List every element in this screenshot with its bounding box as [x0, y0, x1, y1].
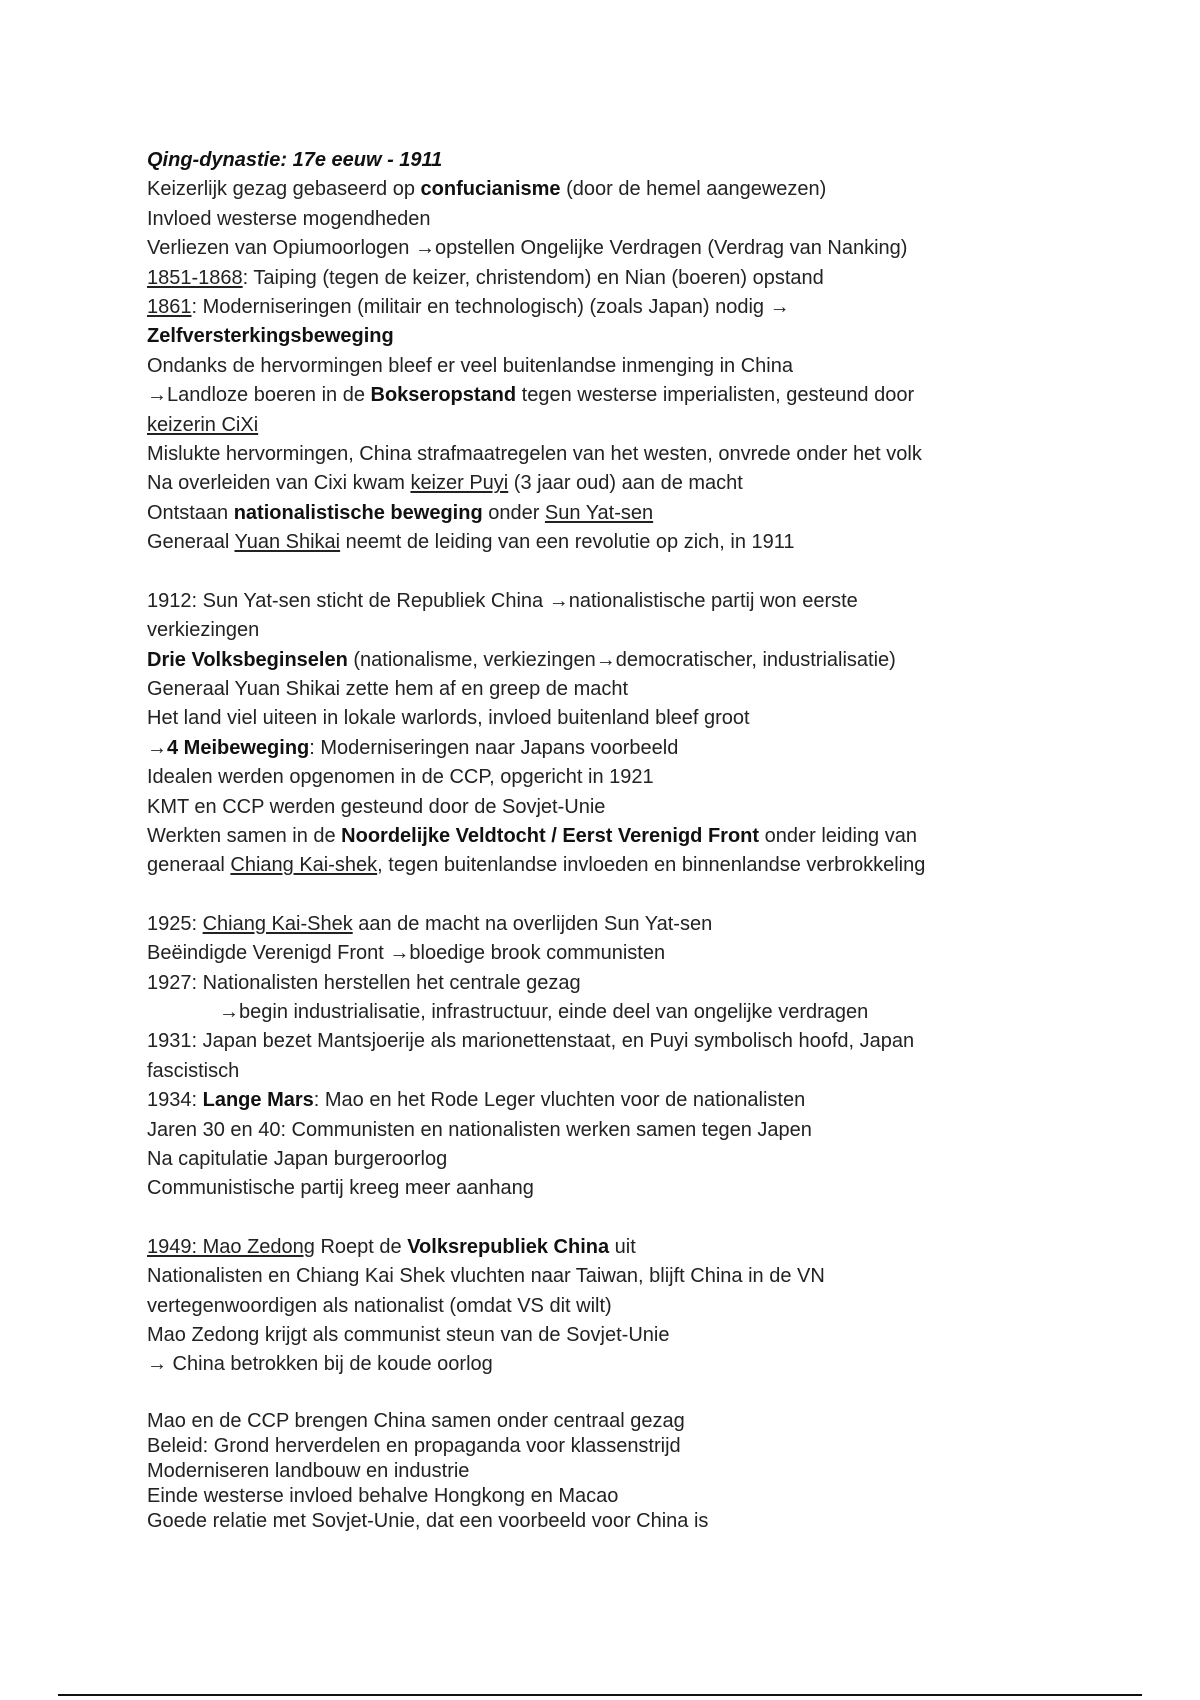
text-span: (nationalisme, verkiezingen→democratischer, industrialisatie) [347, 648, 896, 671]
text-span: Ondanks de hervormingen bleef er veel buitenlandse inmenging in China [147, 354, 793, 377]
text-line [147, 793, 1047, 822]
text-line [147, 763, 1047, 792]
text-line [147, 1262, 1047, 1291]
underlined-term: 1851-1868 [147, 266, 243, 289]
underlined-term: Sun Yat-sen [544, 501, 654, 524]
text-line [147, 528, 1047, 557]
text-line [147, 1459, 1047, 1484]
text-line [147, 910, 1047, 939]
emphasis-text: Volksrepubliek China [407, 1235, 610, 1258]
emphasis-text: nationalistische beweging [233, 501, 483, 524]
text-span: Goede relatie met Sovjet-Unie, dat een voorbeeld voor China is [147, 1509, 709, 1532]
text-span: Ontstaan [147, 501, 234, 524]
emphasis-text: Bokseropstand [370, 384, 517, 407]
text-line [147, 998, 1047, 1027]
text-span: onder [482, 501, 545, 524]
text-span: Idealen werden opgenomen in de CCP, opgericht in 1921 [147, 766, 654, 789]
text-span: Na overleiden van Cixi kwam [147, 472, 411, 495]
text-line [147, 175, 1047, 204]
text-line [147, 704, 1047, 733]
text-line [147, 1116, 1047, 1145]
text-line [147, 411, 1047, 440]
text-span: aan de macht na overlijden Sun Yat-sen [352, 912, 713, 935]
text-line [147, 1434, 1047, 1459]
text-line [147, 440, 1047, 469]
text-line [147, 293, 1047, 322]
section-4 [147, 1233, 1047, 1380]
text-line [147, 587, 1047, 616]
emphasis-text: 4 Meibeweging [167, 736, 310, 759]
text-line [147, 1086, 1047, 1115]
text-line [147, 381, 1047, 410]
text-line [147, 1409, 1047, 1434]
section-5 [147, 1409, 1047, 1534]
bottom-rule [58, 1694, 1142, 1696]
text-span: : Taiping (tegen de keizer, christendom) en Nian (boeren) opstand [242, 266, 824, 289]
text-span: (door de hemel aangewezen) [560, 178, 827, 201]
text-line [147, 675, 1047, 704]
text-span: Mao en de CCP brengen China samen onder centraal gezag [147, 1409, 685, 1432]
text-line [147, 646, 1047, 675]
text-span: Jaren 30 en 40: Communisten en nationalisten werken samen tegen Japen [147, 1118, 812, 1141]
document-body [147, 146, 1047, 1534]
text-line [147, 1233, 1047, 1262]
text-line [147, 205, 1047, 234]
text-span: onder leiding van [759, 824, 917, 847]
emphasis-text: Lange Mars [202, 1089, 314, 1112]
text-line [147, 1292, 1047, 1321]
text-span: neemt de leiding van een revolutie op zich, in 1911 [340, 531, 795, 554]
text-span: 1934: [147, 1089, 203, 1112]
text-span: : Mao en het Rode Leger vluchten voor de nationalisten [313, 1089, 806, 1112]
text-line [147, 352, 1047, 381]
emphasis-text: Noordelijke Veldtocht / Eerst Verenigd Front [341, 824, 760, 847]
text-span: Generaal [147, 531, 235, 554]
text-span: : Moderniseringen naar Japans voorbeeld [309, 736, 679, 759]
text-span: →begin industrialisatie, infrastructuur, einde deel van ongelijke verdragen [219, 1000, 869, 1023]
emphasis-text: Zelfversterkingsbeweging [147, 325, 394, 348]
text-span: generaal [147, 854, 231, 877]
text-span: Einde westerse invloed behalve Hongkong en Macao [147, 1484, 619, 1507]
text-line [147, 969, 1047, 998]
underlined-term: Chiang Kai-Shek [202, 912, 353, 935]
text-span: → [147, 736, 167, 759]
text-span: KMT en CCP werden gesteund door de Sovjet-Unie [147, 795, 606, 818]
text-span: Moderniseren landbouw en industrie [147, 1459, 470, 1482]
section-3 [147, 910, 1047, 1204]
text-span: tegen westerse imperialisten, gesteund door [516, 384, 915, 407]
text-line [147, 1509, 1047, 1534]
text-span: Mao Zedong krijgt als communist steun van de Sovjet-Unie [147, 1324, 670, 1347]
text-span: fascistisch [147, 1059, 240, 1082]
text-span: (3 jaar oud) aan de macht [508, 472, 743, 495]
underlined-term: Chiang Kai-shek [230, 854, 378, 877]
text-line [147, 1057, 1047, 1086]
underlined-term: Yuan Shikai [234, 531, 341, 554]
emphasis-text: Qing-dynastie: 17e eeuw - 1911 [147, 149, 443, 171]
emphasis-text: Drie Volksbeginselen [147, 648, 348, 671]
text-line [147, 469, 1047, 498]
text-line [147, 822, 1047, 851]
text-span: Beleid: Grond herverdelen en propaganda voor klassenstrijd [147, 1434, 681, 1457]
text-span: → China betrokken bij de koude oorlog [147, 1353, 493, 1376]
text-span: Het land viel uiteen in lokale warlords, invloed buitenland bleef groot [147, 707, 750, 730]
text-span: uit [609, 1235, 636, 1258]
emphasis-text: confucianisme [420, 178, 561, 201]
text-span: verkiezingen [147, 619, 260, 642]
text-span: →Landloze boeren in de [147, 384, 371, 407]
text-line [147, 851, 1047, 880]
text-span: Mislukte hervormingen, China strafmaatregelen van het westen, onvrede onder het volk [147, 443, 922, 466]
text-span: , tegen buitenlandse invloeden en binnenlandse verbrokkeling [377, 854, 926, 877]
text-span: Na capitulatie Japan burgeroorlog [147, 1148, 448, 1170]
text-span: 1927: Nationalisten herstellen het centrale gezag [147, 971, 581, 994]
section-1 [147, 146, 1047, 558]
text-line [147, 234, 1047, 263]
text-span: Verliezen van Opiumoorlogen →opstellen Ongelijke Verdragen (Verdrag van Nanking) [147, 237, 908, 260]
text-line [147, 1484, 1047, 1509]
section-2 [147, 587, 1047, 881]
text-span: vertegenwoordigen als nationalist (omdat VS dit wilt) [147, 1294, 612, 1317]
text-span: : Moderniseringen (militair en technologisch) (zoals Japan) nodig → [191, 296, 790, 319]
text-line [147, 146, 1047, 175]
text-span: 1912: Sun Yat-sen sticht de Republiek China →nationalistische partij won eerste [147, 589, 858, 612]
underlined-term: keizer Puyi [410, 472, 509, 495]
underlined-term: 1949: Mao Zedong [147, 1235, 315, 1258]
text-span: Invloed westerse mogendheden [147, 207, 431, 230]
text-line [147, 616, 1047, 645]
underlined-term: 1861 [147, 296, 192, 319]
text-line [147, 499, 1047, 528]
text-line [147, 264, 1047, 293]
text-line [147, 1321, 1047, 1350]
text-line [147, 1145, 1047, 1174]
text-line [147, 939, 1047, 968]
text-span: 1925: [147, 912, 203, 935]
text-span: Nationalisten en Chiang Kai Shek vluchten naar Taiwan, blijft China in de VN [147, 1265, 825, 1288]
text-line [147, 1174, 1047, 1203]
text-line [147, 1350, 1047, 1379]
text-line [147, 322, 1047, 351]
text-line [147, 734, 1047, 763]
text-span: Keizerlijk gezag gebaseerd op [147, 178, 421, 201]
underlined-term: keizerin CiXi [147, 413, 259, 436]
text-span: Beëindigde Verenigd Front →bloedige brook communisten [147, 942, 666, 965]
text-line [147, 1027, 1047, 1056]
text-span: Werkten samen in de [147, 824, 342, 847]
text-span: Generaal Yuan Shikai zette hem af en greep de macht [147, 677, 629, 700]
text-span: Communistische partij kreeg meer aanhang [147, 1177, 534, 1200]
text-span: 1931: Japan bezet Mantsjoerije als marionettenstaat, en Puyi symbolisch hoofd, Japan [147, 1030, 915, 1053]
text-span: Roept de [314, 1235, 408, 1258]
